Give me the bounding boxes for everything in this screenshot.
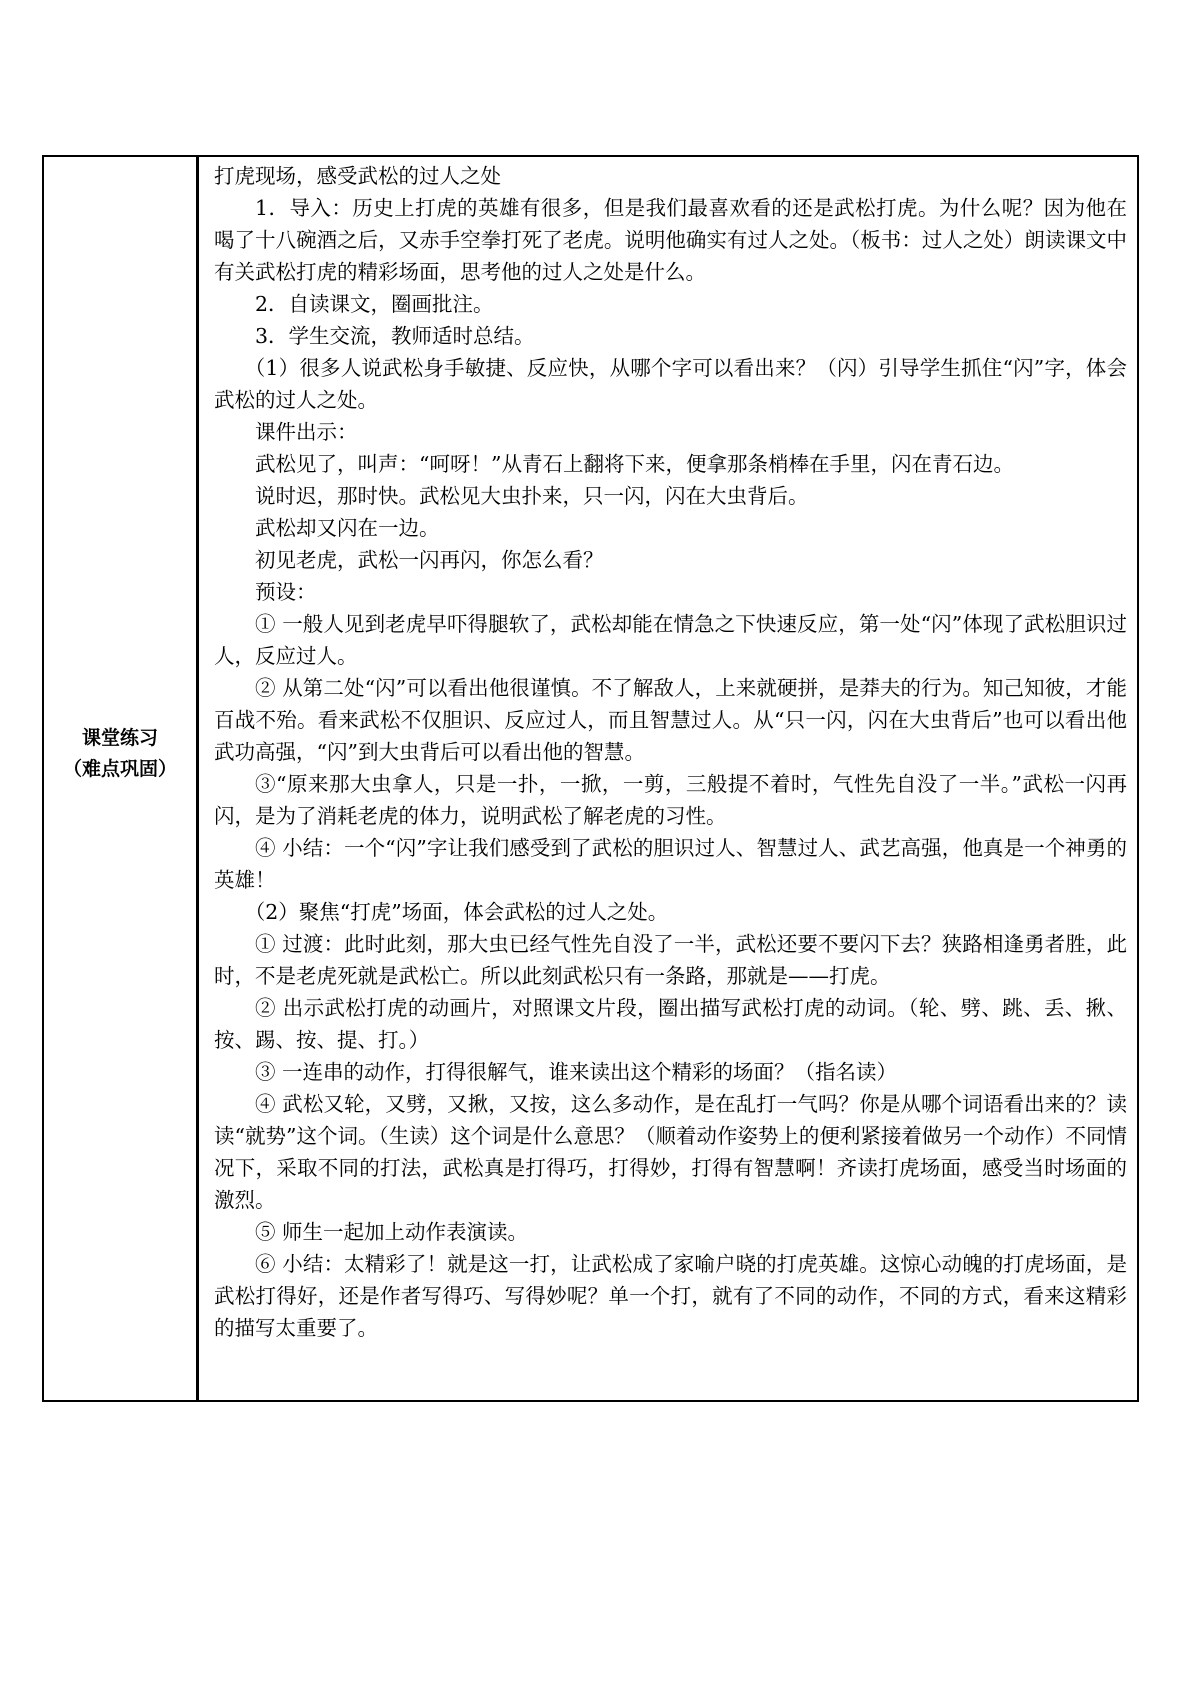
paragraph-step-1: ① 过渡：此时此刻，那大虫已经气性先自没了一半，武松还要不要闪下去？狭路相逢勇者胜，此时，不是老虎死就是武松亡。所以此刻武松只有一条路，那就是——打虎。 [214,932,1127,988]
paragraph-intro: 1．导入：历史上打虎的英雄有很多，但是我们最喜欢看的还是武松打虎。为什么呢？因为他在喝了十八碗酒之后，又赤手空拳打死了老虎。说明他确实有过人之处。（板书：过人之处）朗读课文中有关武松打虎的精彩场面，思考他的过人之处是什么。 [214,196,1127,284]
lesson-table [42,155,1139,1402]
paragraph-point-1: （1）很多人说武松身手敏捷、反应快，从哪个字可以看出来？（闪）引导学生抓住“闪”字，体会武松的过人之处。 [214,356,1127,412]
paragraph-quote-3: 武松却又闪在一边。 [255,516,440,540]
paragraph-point-2: （2）聚焦“打虎”场面，体会武松的过人之处。 [244,900,669,924]
paragraph-preset-2: ② 从第二处“闪”可以看出他很谨慎。不了解敌人，上来就硬拼，是莽夫的行为。知己知彼，才能百战不殆。看来武松不仅胆识、反应过人，而且智慧过人。从“只一闪，闪在大虫背后”也可以看出他武功高强，“闪”到大虫背后可以看出他的智慧。 [214,676,1127,764]
paragraph-preset-label: 预设： [255,580,317,604]
paragraph-question: 初见老虎，武松一闪再闪，你怎么看？ [255,548,604,572]
paragraph-preset-3: ③“原来那大虫拿人，只是一扑，一掀，一剪，三般提不着时，气性先自没了一半。”武松一闪再闪，是为了消耗老虎的体力，说明武松了解老虎的习性。 [214,772,1127,828]
lesson-content-cell [202,157,1137,1344]
section-label-title: 课堂练习 [81,726,158,749]
section-label [63,723,177,785]
paragraph-step-4: ④ 武松又轮，又劈，又揪，又按，这么多动作，是在乱打一气吗？你是从哪个词语看出来的？读读“就势”这个词。（生读）这个词是什么意思？（顺着动作姿势上的便利紧接着做另一个动作）不同情况下，采取不同的打法，武松真是打得巧，打得妙，打得有智慧啊！齐读打虎场面，感受当时场面的激烈。 [214,1092,1127,1212]
paragraph-exchange: 3．学生交流，教师适时总结。 [255,324,535,348]
paragraph-step-3: ③ 一连串的动作，打得很解气，谁来读出这个精彩的场面？（指名读） [255,1060,898,1084]
paragraph-step-2: ② 出示武松打虎的动画片，对照课文片段，圈出描写武松打虎的动词。（轮、劈、跳、丢、揪、按、踢、按、提、打。） [214,996,1127,1052]
content-heading: 打虎现场，感受武松的过人之处 [214,164,501,188]
paragraph-quote-1: 武松见了，叫声：“呵呀！”从青石上翻将下来，便拿那条梢棒在手里，闪在青石边。 [255,452,1014,476]
section-label-cell [44,157,199,1400]
section-label-subtitle: （难点巩固） [62,757,177,780]
paragraph-slide-label: 课件出示： [255,420,358,444]
paragraph-self-read: 2．自读课文，圈画批注。 [255,292,494,316]
paragraph-step-5: ⑤ 师生一起加上动作表演读。 [255,1220,529,1244]
paragraph-step-6: ⑥ 小结：太精彩了！就是这一打，让武松成了家喻户晓的打虎英雄。这惊心动魄的打虎场面，是武松打得好，还是作者写得巧、写得妙呢？单一个打，就有了不同的动作，不同的方式，看来这精彩的描写太重要了。 [214,1252,1127,1340]
paragraph-preset-4: ④ 小结：一个“闪”字让我们感受到了武松的胆识过人、智慧过人、武艺高强，他真是一个神勇的英雄！ [214,836,1127,892]
paragraph-preset-1: ① 一般人见到老虎早吓得腿软了，武松却能在情急之下快速反应，第一处“闪”体现了武松胆识过人，反应过人。 [214,612,1127,668]
paragraph-quote-2: 说时迟，那时快。武松见大虫扑来，只一闪，闪在大虫背后。 [255,484,809,508]
